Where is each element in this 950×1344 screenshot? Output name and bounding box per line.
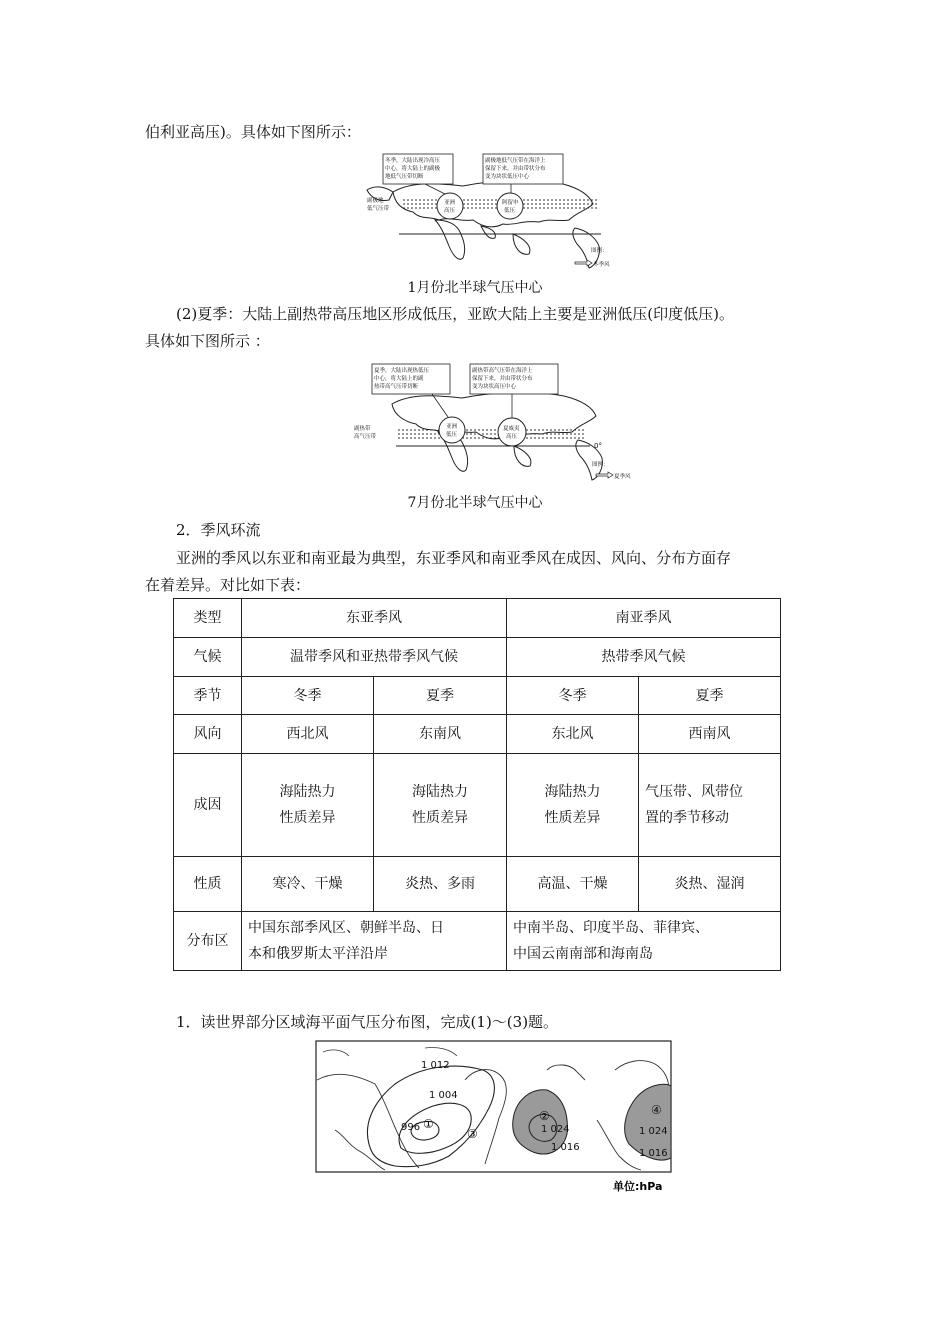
table-cell: 东南风 xyxy=(374,715,507,754)
table-cell: 夏季 xyxy=(639,677,781,715)
section-title: 2．季风环流 xyxy=(176,521,261,539)
figure-july-pressure-map xyxy=(352,360,636,484)
fig1-belt-label: 副极地 xyxy=(367,198,384,204)
table-cell: 炎热、湿润 xyxy=(639,857,781,912)
table-cell: 炎热、多雨 xyxy=(374,857,507,912)
fig2-box-right-line: 副热带高气压带在海洋上 xyxy=(472,368,533,374)
paragraph-line: 伯利亚高压)。具体如下图所示： xyxy=(145,123,361,141)
row-header: 季节 xyxy=(174,677,242,715)
table-cell xyxy=(242,754,374,857)
cell-line: 海陆热力 xyxy=(279,784,336,800)
table-cell: 西北风 xyxy=(242,715,374,754)
question-text: 1．读世界部分区域海平面气压分布图，完成(1)～(3)题。 xyxy=(176,1013,559,1031)
table-cell: 寒冷、干燥 xyxy=(242,857,374,912)
fig1-center-label: 低压 xyxy=(504,208,516,214)
fig1-box-left-line: 地低气压带切断 xyxy=(385,174,424,180)
fig2-belt-label: 副热带 xyxy=(354,426,371,432)
fig2-center-label: 亚洲 xyxy=(446,424,458,430)
isobar-label: 1 016 xyxy=(551,1142,580,1153)
fig2-legend-title: 图例： xyxy=(592,462,609,468)
cell-line: 海陆热力 xyxy=(544,784,601,800)
fig1-box-right-line: 保留下来，并由带状分布 xyxy=(485,166,546,172)
cell-line: 本和俄罗斯太平洋沿岸 xyxy=(248,946,388,962)
isobar-label: 996 xyxy=(401,1122,421,1133)
cell-line: 海陆热力 xyxy=(412,784,468,800)
fig2-center-label: 低压 xyxy=(446,432,458,438)
cell-line: 中国东部季风区、朝鲜半岛、日 xyxy=(248,920,444,936)
paragraph-line: 具体如下图所示 ： xyxy=(145,332,270,350)
fig1-box-left-line: 中心，将大陆上的副极 xyxy=(385,166,441,172)
table-cell xyxy=(507,912,781,971)
fig1-center-label: 高压 xyxy=(444,208,456,214)
figure-january-pressure-map xyxy=(363,150,625,273)
unit-label: 单位:hPa xyxy=(613,1180,663,1193)
table-row xyxy=(174,677,781,715)
table-row xyxy=(174,638,781,677)
table-cell xyxy=(639,754,781,857)
row-header: 分布区 xyxy=(174,912,242,971)
fig2-box-left-line: 夏季，大陆出现热低压 xyxy=(374,368,430,374)
cell-line: 置的季节移动 xyxy=(645,810,729,826)
table-cell: 热带季风气候 xyxy=(507,638,781,677)
marker-label: ③ xyxy=(467,1127,478,1141)
fig2-legend-item: 夏季风 xyxy=(614,474,631,480)
table-row xyxy=(174,715,781,754)
cell-line: 性质差异 xyxy=(279,810,336,826)
table-cell xyxy=(374,754,507,857)
arrow-icon xyxy=(596,472,613,478)
marker-label: ① xyxy=(423,1117,434,1131)
fig1-legend-title: 图例： xyxy=(591,248,608,254)
figure-caption: 1月份北半球气压中心 xyxy=(407,280,543,296)
table-cell xyxy=(242,912,507,971)
fig2-center-label: 高压 xyxy=(506,434,518,440)
row-header: 风向 xyxy=(174,715,242,754)
isobar-label: 1 024 xyxy=(541,1124,570,1135)
paragraph-line: 在着差异。对比如下表： xyxy=(145,576,311,594)
fig1-belt-label: 低气压带 xyxy=(367,206,390,212)
cell-line: 气压带、风带位 xyxy=(645,784,743,800)
cell-line: 中南半岛、印度半岛、菲律宾、 xyxy=(513,920,709,936)
fig2-belt-label: 高气压带 xyxy=(354,434,377,440)
fig1-center-label: 阿留申 xyxy=(502,200,519,206)
fig1-box-left-line: 冬季，大陆出现冷高压 xyxy=(385,158,441,164)
table-row xyxy=(174,912,781,971)
fig1-legend-item: 冬季风 xyxy=(593,262,610,268)
table-cell: 东北风 xyxy=(507,715,639,754)
fig1-box-right-line: 变为块状低压中心 xyxy=(485,174,530,180)
table-cell: 冬季 xyxy=(242,677,374,715)
table-cell: 高温、干燥 xyxy=(507,857,639,912)
fig1-center-label: 亚洲 xyxy=(444,200,456,206)
column-header-south-asia: 南亚季风 xyxy=(507,599,781,638)
table-cell: 温带季风和亚热带季风气候 xyxy=(242,638,507,677)
row-header: 类型 xyxy=(174,599,242,638)
figure-sea-level-pressure-map xyxy=(315,1040,675,1198)
column-header-east-asia: 东亚季风 xyxy=(242,599,507,638)
fig2-center-label: 夏威夷 xyxy=(503,426,520,432)
row-header: 气候 xyxy=(174,638,242,677)
fig2-box-right-line: 变为块状高压中心 xyxy=(472,384,517,390)
table-row xyxy=(174,599,781,638)
table-cell xyxy=(507,754,639,857)
marker-label: ② xyxy=(539,1109,550,1123)
arrow-icon xyxy=(575,260,592,266)
cell-line: 中国云南南部和海南岛 xyxy=(513,946,653,962)
cell-line: 性质差异 xyxy=(544,810,601,826)
marker-label: ④ xyxy=(651,1103,662,1117)
table-cell: 冬季 xyxy=(507,677,639,715)
isobar-label: 1 024 xyxy=(639,1126,668,1137)
paragraph-line: 亚洲的季风以东亚和南亚最为典型，东亚季风和南亚季风在成因、风向、分布方面存 xyxy=(176,549,732,567)
table-cell: 西南风 xyxy=(639,715,781,754)
fig1-box-right-line: 副极地低气压带在海洋上 xyxy=(485,158,546,164)
table-row xyxy=(174,857,781,912)
row-header: 性质 xyxy=(174,857,242,912)
paragraph-line: (2)夏季：大陆上副热带高压地区形成低压，亚欧大陆上主要是亚洲低压(印度低压)。 xyxy=(176,305,734,323)
isobar-label: 1 004 xyxy=(429,1090,458,1101)
figure-caption: 7月份北半球气压中心 xyxy=(407,495,543,511)
table-row xyxy=(174,754,781,857)
fig2-box-right-line: 保留下来，并由带状分布 xyxy=(472,376,533,382)
fig2-box-left-line: 中心，将大陆上的副 xyxy=(374,376,424,382)
isobar-label: 1 016 xyxy=(639,1148,668,1159)
table-cell: 夏季 xyxy=(374,677,507,715)
fig2-box-left-line: 热带高气压带切断 xyxy=(374,384,419,390)
monsoon-comparison-table xyxy=(173,598,781,971)
cell-line: 性质差异 xyxy=(412,810,468,826)
row-header: 成因 xyxy=(174,754,242,857)
isobar-label: 1 012 xyxy=(421,1060,450,1071)
fig2-equator-label: 0° xyxy=(594,442,602,450)
